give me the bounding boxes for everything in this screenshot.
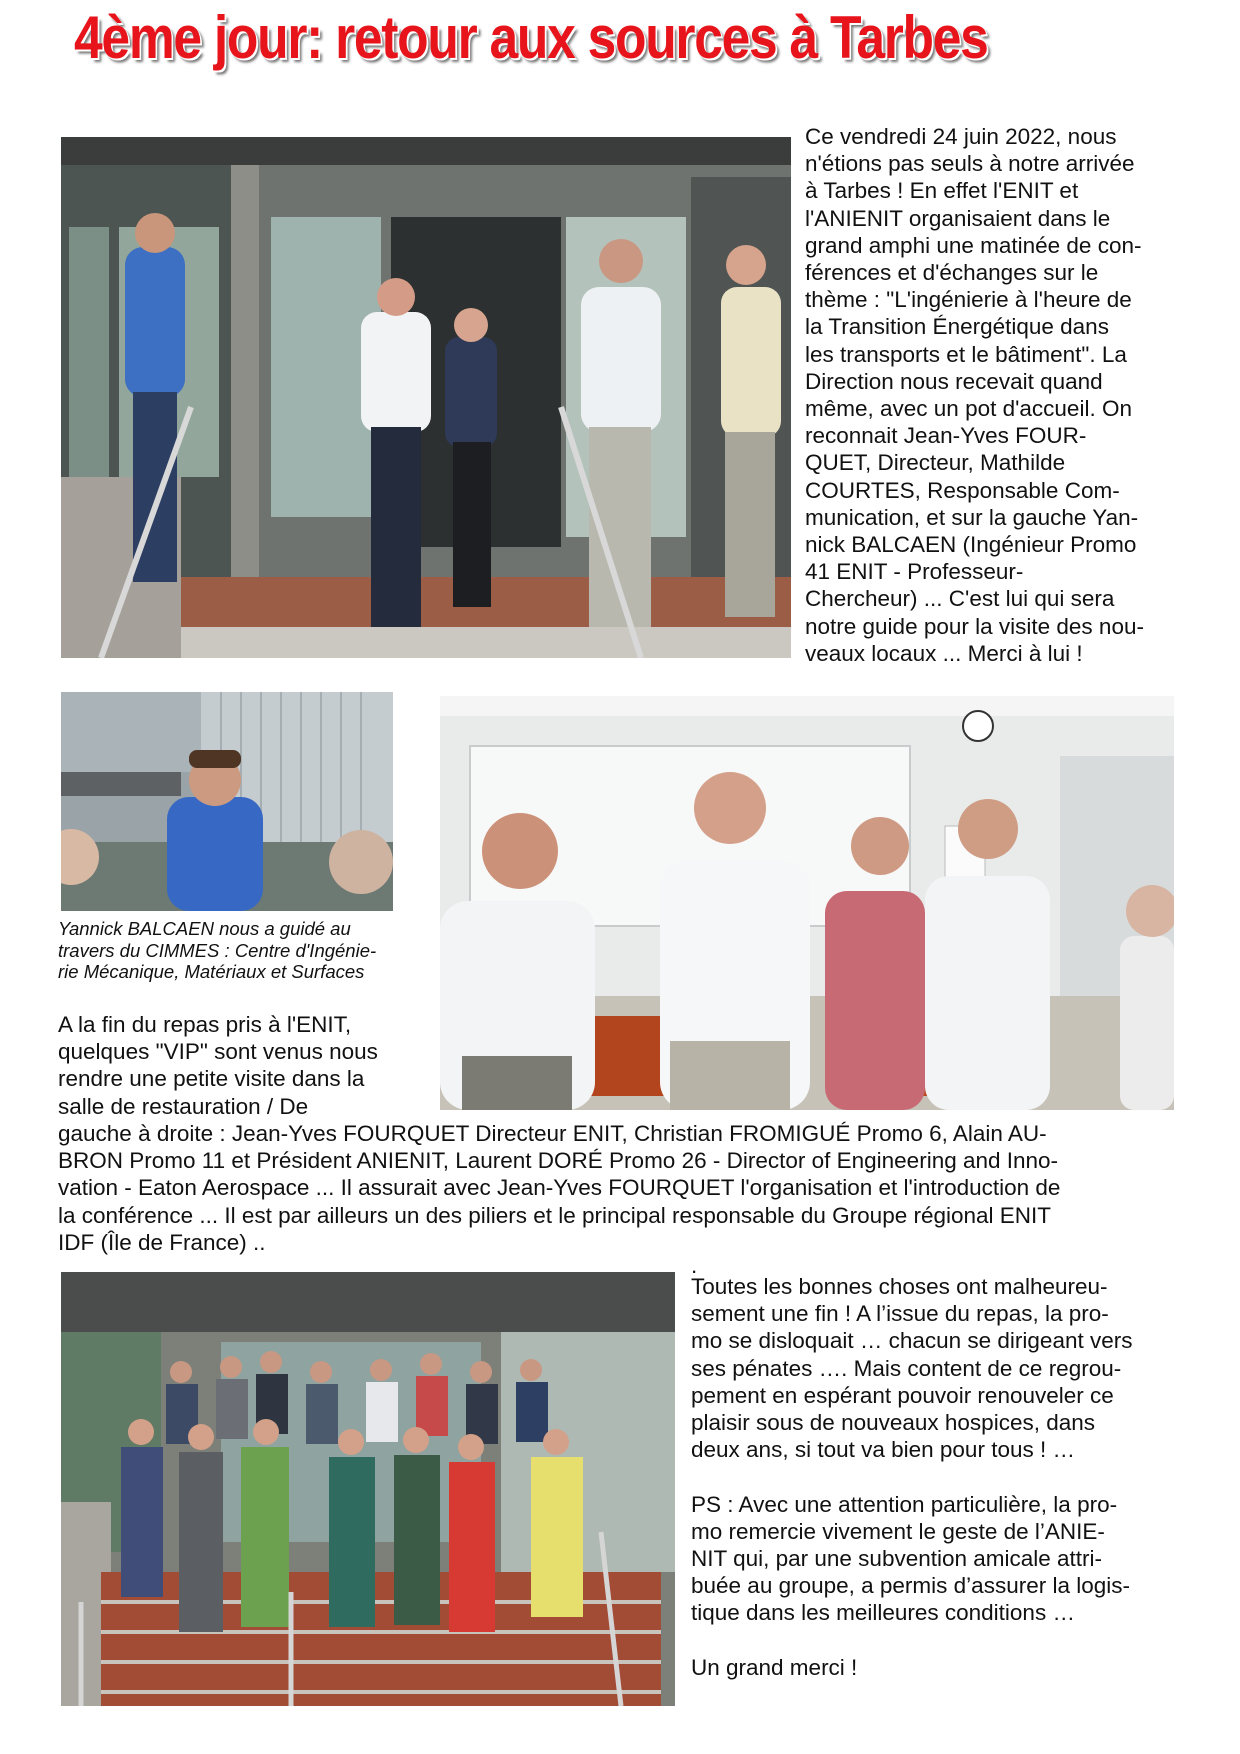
text-line: . [691,1253,698,1278]
text-line: Chercheur) ... C'est lui qui sera [805,586,1115,612]
text-line: thème : "L'ingénierie à l'heure de [805,287,1132,313]
text-line: veaux locaux ... Merci à lui ! [805,640,1083,666]
text-line: les transports et le bâtiment". La [805,341,1127,367]
text-line: rendre une petite visite dans la [58,1066,365,1092]
text-line: férences et d'échanges sur le [805,260,1099,286]
text-line: Direction nous recevait quand [805,368,1103,394]
photo-vip-visit [440,696,1174,1110]
photo-caption [58,918,418,983]
text-line: IDF (Île de France) .. [58,1229,266,1255]
text-line: nick BALCAEN (Ingénieur Promo [805,532,1137,558]
text-line: COURTES, Responsable Com- [805,477,1120,503]
intro-text-block [805,123,1215,667]
text-line: mo remercie vivement le geste de l’ANIE- [691,1518,1105,1544]
text-line: mo se disloquait … chacun se dirigeant vers [691,1328,1133,1354]
text-line: Toutes les bonnes choses ont malheureu- [691,1274,1108,1299]
photo-group-steps [61,1272,675,1706]
text-line: ses pénates …. Mais content de ce regrou- [691,1355,1122,1381]
caption-line: rie Mécanique, Matériaux et Surfaces [58,961,365,983]
text-line: notre guide pour la visite des nou- [805,613,1144,639]
text-line: munication, et sur la gauche Yan- [805,504,1139,530]
text-line: sement une fin ! A l’issue du repas, la pro- [691,1301,1109,1327]
vip-text-full [58,1120,1178,1256]
photo-enit-entrance-welcome [61,137,791,658]
text-line: plaisir sous de nouveaux hospices, dans [691,1410,1096,1436]
text-line: gauche à droite : Jean-Yves FOURQUET Directeur ENIT, Christian FROMIGUÉ Promo 6, Alain AU- [58,1121,1047,1146]
text-line: n'étions pas seuls à notre arrivée [805,151,1135,177]
text-line: BRON Promo 11 et Président ANIENIT, Laurent DORÉ Promo 26 - Director of Engineering and Inno- [58,1148,1059,1174]
text-line: vation - Eaton Aerospace ... Il assurait avec Jean-Yves FOURQUET l'organisation et l'introduction de [58,1175,1061,1201]
text-line: Ce vendredi 24 juin 2022, nous [805,124,1117,149]
photo-guide-balcaen [61,692,393,911]
text-line: tique dans les meilleures conditions … [691,1600,1075,1626]
text-line: buée au groupe, a permis d’assurer la logis- [691,1573,1130,1599]
text-line: A la fin du repas pris à l'ENIT, [58,1012,352,1037]
page-title: 4ème jour: retour aux sources à Tarbes [74,4,988,71]
text-line: QUET, Directeur, Mathilde [805,450,1066,476]
text-line: reconnait Jean-Yves FOUR- [805,423,1087,449]
text-line: NIT qui, par une subvention amicale attri- [691,1546,1103,1572]
text-line: deux ans, si tout va bien pour tous ! … [691,1437,1075,1463]
caption-line: Yannick BALCAEN nous a guidé au [58,918,351,939]
text-line: salle de restauration / De [58,1093,309,1119]
closing-text-block [691,1253,1211,1681]
text-line: à Tarbes ! En effet l'ENIT et [805,178,1079,204]
caption-line: travers du CIMMES : Centre d'Ingénie- [58,939,377,961]
text-line [691,1627,1211,1654]
vip-text-left [58,1011,438,1120]
text-line: grand amphi une matinée de con- [805,232,1142,258]
text-line: 41 ENIT - Professeur- [805,559,1024,585]
text-line [691,1463,1211,1490]
text-line: l'ANIENIT organisaient dans le [805,205,1111,231]
text-line: Un grand merci ! [691,1654,858,1680]
text-line: quelques "VIP" sont venus nous [58,1039,378,1065]
text-line: la conférence ... Il est par ailleurs un des piliers et le principal responsable du Groupe régional ENIT [58,1202,1052,1228]
text-line: même, avec un pot d'accueil. On [805,396,1132,422]
text-line: la Transition Énergétique dans [805,314,1109,340]
text-line: PS : Avec une attention particulière, la pro- [691,1491,1118,1517]
text-line: pement en espérant pouvoir renouveler ce [691,1382,1114,1408]
